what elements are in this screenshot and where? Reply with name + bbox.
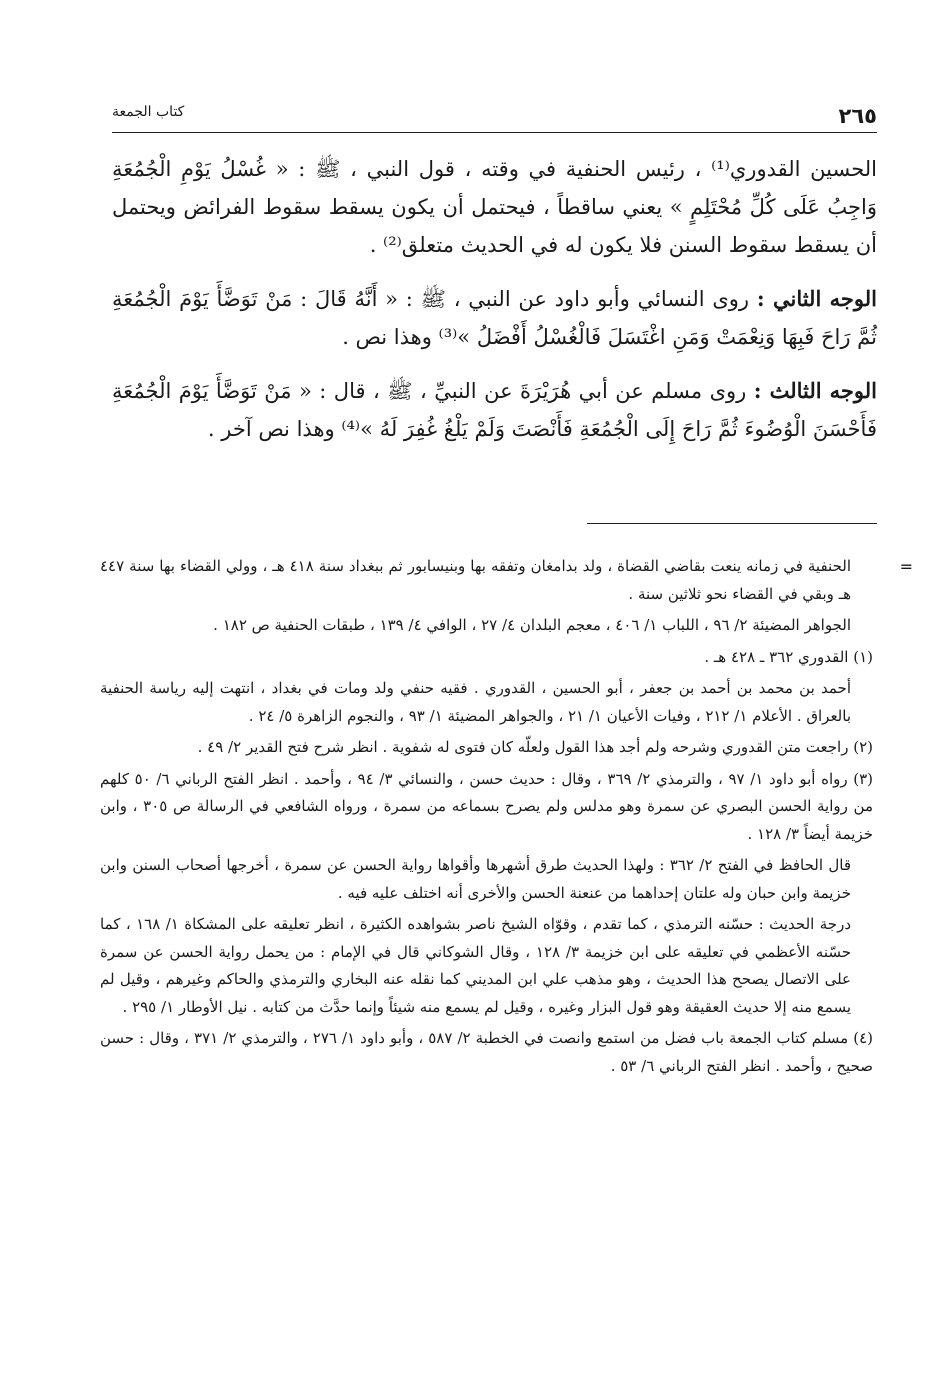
footnote-4 xyxy=(100,1025,873,1080)
chapter-title: كتاب الجمعة xyxy=(112,104,185,120)
footnote-separator xyxy=(587,523,877,524)
footnote-sources xyxy=(100,612,873,640)
paragraph-first xyxy=(112,150,877,264)
footnote-1 xyxy=(100,644,873,672)
footnote-text: (٤) مسلم كتاب الجمعة باب فضل من استمع وانصت في الخطبة ٢/ ٥٨٧ ، وأبو داود ١/ ٢٧٦ ، والترمذي ٢/ ٣٧١ ، وقال : حسن صحيح ، وأحمد . انظر الفتح الرباني ٦/ ٥٣ . xyxy=(100,1029,873,1075)
paragraph-second-text: روى النسائي وأبو داود عن النبي ، ﷺ : « أَنَّهُ قَالَ : مَنْ تَوَضَّأَ يَوْمَ الْجُمُعَةِ ثُمَّ رَاحَ فَبِهَا وَنِعْمَتْ وَمَنِ اغْتَسَلَ فَالْغُسْلُ أَفْضَلُ »⁽³⁾ وهذا نص . xyxy=(112,287,877,349)
footnote-continuation xyxy=(100,553,913,608)
page-number: ٢٦٥ xyxy=(838,104,877,128)
paragraph-third xyxy=(112,372,877,448)
footnote-3-hafiz xyxy=(100,852,873,907)
footnote-text: الجواهر المضيئة ٢/ ٩٦ ، اللباب ١/ ٤٠٦ ، معجم البلدان ٤/ ٢٧ ، الوافي ٤/ ١٣٩ ، طبقات الحنفية ص ١٨٢ . xyxy=(213,616,851,634)
paragraph-third-text: روى مسلم عن أبي هُرَيْرَةَ عن النبيِّ ، ﷺ ، قال : « مَنْ تَوَضَّأَ يَوْمَ الْجُمُعَةِ فَأَحْسَنَ الْوُضُوءَ ثُمَّ رَاحَ إِلَى الْجُمُعَةِ فَأَنْصَتَ وَلَمْ يَلْغُ غُفِرَ لَهُ »⁽⁴⁾ وهذا نص آخر . xyxy=(112,379,877,441)
footnote-text: (١) القدوري ٣٦٢ ـ ٤٢٨ هـ . xyxy=(704,647,873,666)
heading-second-aspect: الوجه الثاني : xyxy=(756,286,877,311)
footnote-text: الحنفية في زمانه ينعت بقاضي القضاة ، ولد بدامغان وتفقه بها وبنيسابور ثم ببغداد سنة ٤١٨ هـ ، وولي القضاء بها سنة ٤٤٧ هـ وبقي في القضاء نحو ثلاثين سنة . xyxy=(100,557,851,603)
heading-third-aspect: الوجه الثالث : xyxy=(753,378,877,403)
footnote-text: (٢) راجعت متن القدوري وشرحه ولم أجد هذا القول ولعلّه كان فتوى له شفوية . انظر شرح فتح القدير ٢/ ٤٩ . xyxy=(197,738,873,756)
footnote-text: قال الحافظ في الفتح ٢/ ٣٦٢ : ولهذا الحديث طرق أشهرها وأقواها رواية الحسن عن سمرة ، أخرجها أصحاب السنن وابن خزيمة وابن حبان وله علتان إحداهما من عنعنة الحسن والأخرى أنه اختلف عليه فيه . xyxy=(100,856,851,902)
paragraph-first-text: الحسين القدوري⁽¹⁾ ، رئيس الحنفية في وقته ، قول النبي ، ﷺ : « غُسْلُ يَوْمِ الْجُمُعَةِ وَاجِبُ عَلَى كُلِّ مُحْتَلِمٍ » يعني ساقطاً ، فيحتمل أن يكون يسقط سقوط الفرائض ويحتمل أن يسقط سقوط السنن فلا يكون له في الحديث متعلق⁽²⁾ . xyxy=(112,157,878,257)
footnote-text: (٣) رواه أبو داود ١/ ٩٧ ، والترمذي ٢/ ٣٦٩ ، وقال : حديث حسن ، والنسائي ٣/ ٩٤ ، وأحمد . انظر الفتح الرباني ٦/ ٥٠ كلهم من رواية الحسن البصري عن سمرة وهو مدلس ولم يصرح بسماعه من سمرة ، ورواه الشافعي في الرسالة ص ٣٠٥ ، وابن خزيمة أيضاً ٣/ ١٢٨ . xyxy=(100,769,873,843)
header-rule xyxy=(112,132,877,133)
footnote-3 xyxy=(100,766,873,849)
continuation-marker: = xyxy=(899,557,913,576)
paragraph-second xyxy=(112,280,877,356)
footnote-3-grade xyxy=(100,911,873,1021)
footnote-text: أحمد بن محمد بن أحمد بن جعفر ، أبو الحسين ، القدوري . فقيه حنفي ولد ومات في بغداد ، انتهت إليه رياسة الحنفية بالعراق . الأعلام ١/ ٢١٢ ، وفيات الأعيان ١/ ٢١ ، والجواهر المضيئة ١/ ٩٣ ، والنجوم الزاهرة ٥/ ٢٤ . xyxy=(100,679,851,725)
footnotes xyxy=(100,553,913,1084)
running-header xyxy=(112,96,877,136)
main-text xyxy=(112,150,877,464)
footnote-2 xyxy=(100,734,873,762)
footnote-text: درجة الحديث : حسّنه الترمذي ، كما تقدم ، وقوّاه الشيخ ناصر بشواهده الكثيرة ، انظر تعليقه على المشكاة ١/ ١٦٨ ، كما حسّنه الأعظمي في تعليقه على ابن خزيمة ٣/ ١٢٨ ، وقال الشوكاني قال في الإمام : من يحمل رواية الحسن عن سمرة على الاتصال يصحح هذا الحديث ، وهو مذهب علي ابن المديني كما نقله عنه البخاري والترمذي والحاكم وغيرهم ، وقيل لم يسمع منه إلا حديث العقيقة وهو قول البزار وغيره ، وقيل لم يسمع منه شيئاً وإنما حدَّث من كتابه . نيل الأوطار ١/ ٢٩٥ . xyxy=(100,915,851,1016)
footnote-1-body xyxy=(100,675,873,730)
